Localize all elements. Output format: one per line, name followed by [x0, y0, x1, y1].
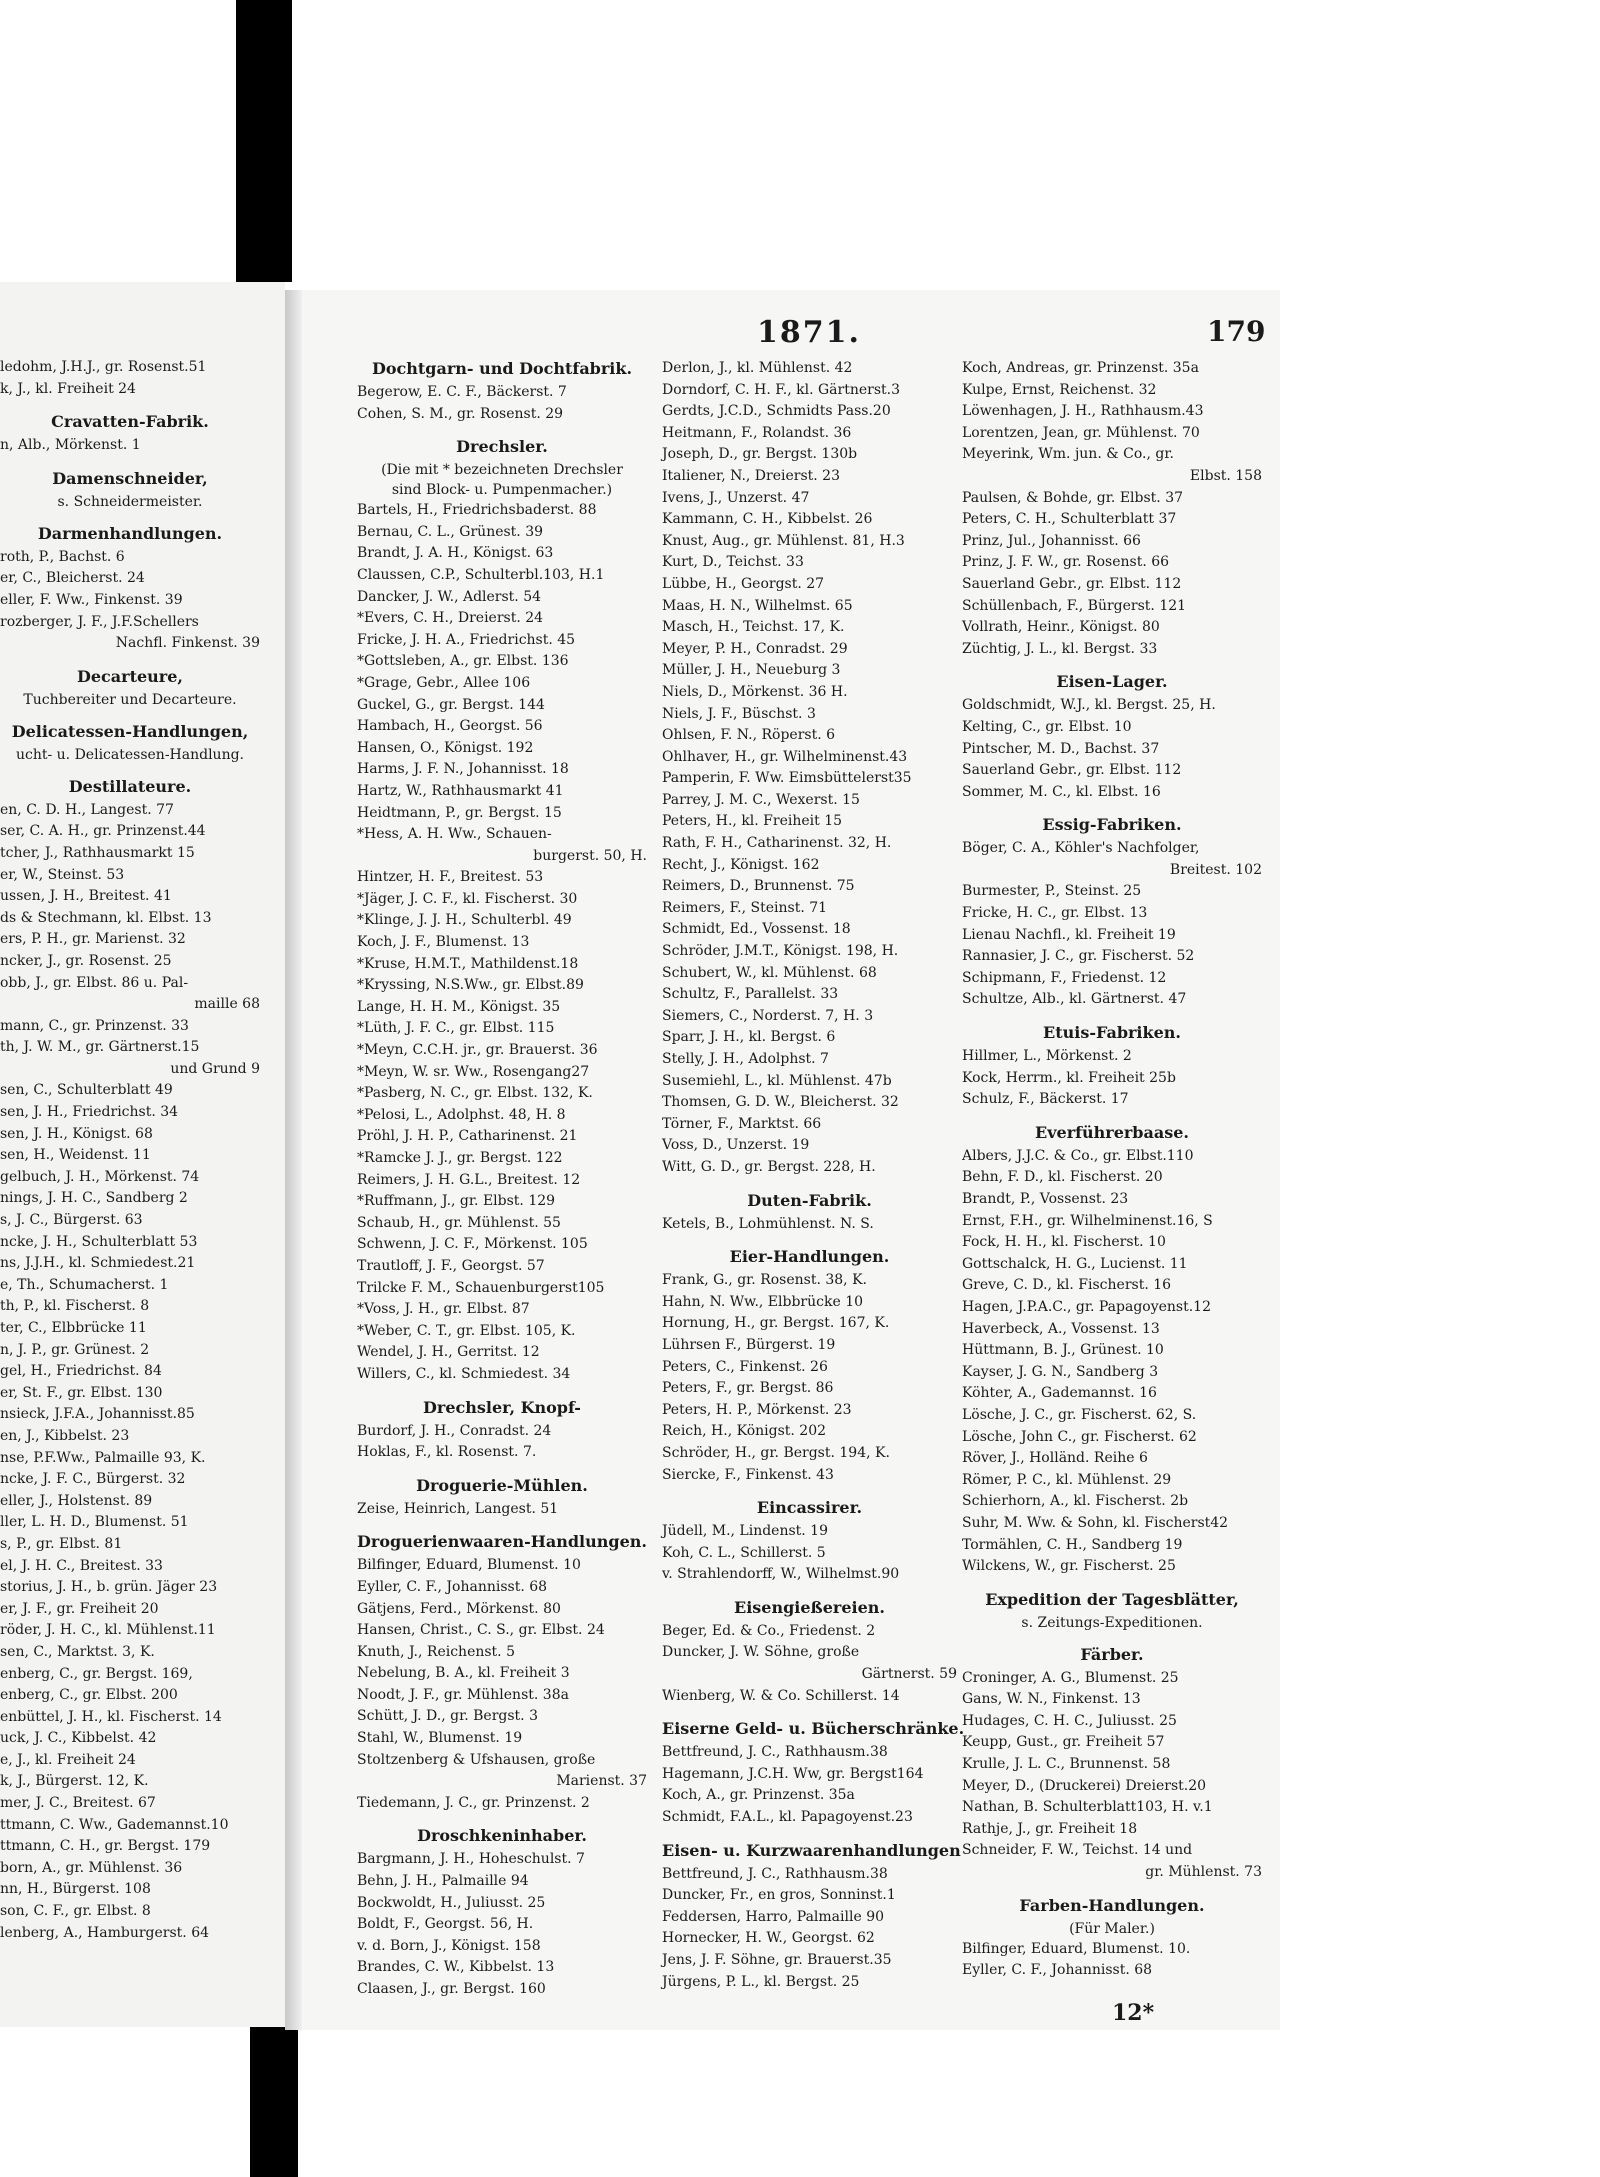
directory-entry: ncker, J., gr. Rosenst. 25: [0, 952, 172, 969]
section-heading: Destillateure.: [68, 776, 192, 796]
directory-entry: Beger, Ed. & Co., Friedenst. 2: [662, 1622, 876, 1639]
directory-entry: Löwenhagen, J. H., Rathhausm.43: [962, 403, 1204, 420]
directory-entry: mer, J. C., Breitest. 67: [0, 1795, 156, 1812]
directory-entry: Hansen, Christ., C. S., gr. Elbst. 24: [357, 1622, 605, 1639]
directory-entry: *Kryssing, N.S.Ww., gr. Elbst.89: [357, 977, 584, 994]
directory-entry: Jens, J. F. Söhne, gr. Brauerst.35: [662, 1952, 892, 1968]
directory-entry: Suhr, M. Ww. & Sohn, kl. Fischerst42: [962, 1514, 1229, 1531]
directory-entry: Reimers, J. H. G.L., Breitest. 12: [357, 1171, 581, 1188]
directory-entry: e, J., kl. Freiheit 24: [0, 1751, 136, 1768]
column-1: [357, 358, 647, 2001]
directory-entry: Jürgens, P. L., kl. Bergst. 25: [662, 1973, 860, 1990]
directory-entry: Eyller, C. F., Johannisst. 68: [962, 1962, 1153, 1979]
section-note: (Für Maler.): [1069, 1920, 1155, 1937]
directory-entry: Trilcke F. M., Schauenburgerst105: [357, 1279, 605, 1296]
directory-entry: sen, J. H., Friedrichst. 34: [0, 1104, 179, 1121]
directory-entry: Burmester, P., Steinst. 25: [962, 883, 1142, 900]
directory-entry: storius, J. H., b. grün. Jäger 23: [0, 1579, 218, 1596]
directory-entry: en, J., Kibbelst. 23: [0, 1427, 130, 1444]
directory-entry: Siemers, C., Norderst. 7, H. 3: [662, 1007, 874, 1024]
directory-entry: Kelting, C., gr. Elbst. 10: [962, 718, 1132, 735]
directory-entry: Törner, F., Marktst. 66: [662, 1115, 822, 1132]
directory-entry: Peters, C. H., Schulterblatt 37: [962, 511, 1177, 528]
directory-entry: ns, J.J.H., kl. Schmiedest.21: [0, 1255, 196, 1272]
section-heading: Cravatten-Fabrik.: [51, 412, 209, 432]
directory-entry: s, J. C., Bürgerst. 63: [0, 1212, 143, 1229]
directory-entry: Kammann, C. H., Kibbelst. 26: [662, 511, 873, 528]
directory-entry: nsieck, J.F.A., Johannisst.85: [0, 1406, 195, 1423]
directory-entry: Kayser, J. G. N., Sandberg 3: [962, 1363, 1159, 1380]
directory-entry: Stahl, W., Blumenst. 19: [357, 1730, 523, 1747]
directory-entry: gelbuch, J. H., Mörkenst. 74: [0, 1168, 200, 1185]
directory-entry: Prinz, Jul., Johannisst. 66: [962, 532, 1141, 549]
directory-entry: Meyer, P. H., Conradst. 29: [662, 640, 848, 657]
directory-entry: Albers, J.J.C. & Co., gr. Elbst.110: [962, 1147, 1194, 1164]
directory-entry: Ivens, J., Unzerst. 47: [662, 489, 810, 506]
directory-entry: Peters, H. P., Mörkenst. 23: [662, 1401, 852, 1418]
entry-continuation: Marienst. 37: [556, 1773, 647, 1790]
directory-entry: n, J. P., gr. Grünest. 2: [0, 1341, 150, 1358]
directory-entry: Bartels, H., Friedrichsbaderst. 88: [357, 502, 597, 519]
directory-entry: Ohlsen, F. N., Röperst. 6: [662, 727, 836, 744]
directory-entry: k, J., kl. Freiheit 24: [0, 380, 136, 397]
section-note: (Die mit * bezeichneten Drechsler: [381, 462, 623, 479]
section-heading: Farben-Handlungen.: [1019, 1895, 1205, 1915]
directory-entry: e, Th., Schumacherst. 1: [0, 1276, 169, 1293]
directory-entry: Ernst, F.H., gr. Wilhelminenst.16, S: [962, 1212, 1213, 1229]
directory-entry: Schubert, W., kl. Mühlenst. 68: [662, 964, 877, 981]
directory-entry: Lienau Nachfl., kl. Freiheit 19: [962, 926, 1176, 943]
directory-entry: Dancker, J. W., Adlerst. 54: [357, 588, 542, 605]
directory-entry: k, J., Bürgerst. 12, K.: [0, 1773, 149, 1790]
directory-entry: Hoklas, F., kl. Rosenst. 7.: [357, 1444, 537, 1461]
directory-entry: *Gottsleben, A., gr. Elbst. 136: [357, 653, 569, 670]
entry-continuation: Breitest. 102: [1169, 861, 1262, 878]
directory-entry: Burdorf, J. H., Conradst. 24: [357, 1422, 552, 1439]
directory-entry: ds & Stechmann, kl. Elbst. 13: [0, 909, 212, 926]
directory-entry: gel, H., Friedrichst. 84: [0, 1363, 162, 1380]
directory-entry: Noodt, J. F., gr. Mühlenst. 38a: [357, 1686, 569, 1703]
directory-entry: eller, J., Holstenst. 89: [0, 1492, 153, 1509]
directory-entry: Niels, D., Mörkenst. 36 H.: [662, 683, 848, 700]
directory-entry: sen, J. H., Königst. 68: [0, 1125, 153, 1142]
directory-entry: Fock, H. H., kl. Fischerst. 10: [962, 1234, 1166, 1251]
directory-entry: eller, F. Ww., Finkenst. 39: [0, 591, 183, 608]
directory-entry: Behn, J. H., Palmaille 94: [357, 1873, 529, 1890]
directory-entry: th, P., kl. Fischerst. 8: [0, 1298, 150, 1315]
section-heading: Decarteure,: [77, 666, 183, 686]
directory-entry: Rannasier, J. C., gr. Fischerst. 52: [962, 948, 1195, 965]
directory-entry: lenberg, A., Hamburgerst. 64: [0, 1924, 210, 1941]
section-heading: Duten-Fabrik.: [747, 1190, 872, 1210]
directory-entry: Hillmer, L., Mörkenst. 2: [962, 1048, 1132, 1065]
directory-entry: Siercke, F., Finkenst. 43: [662, 1466, 834, 1483]
directory-entry: Koh, C. L., Schillerst. 5: [662, 1544, 826, 1561]
directory-entry: Wienberg, W. & Co. Schillerst. 14: [662, 1687, 900, 1704]
directory-entry: Tiedemann, J. C., gr. Prinzenst. 2: [357, 1794, 590, 1811]
directory-entry: Greve, C. D., kl. Fischerst. 16: [962, 1277, 1172, 1294]
directory-entry: el, J. H. C., Breitest. 33: [0, 1557, 163, 1574]
directory-entry: Fricke, J. H. A., Friedrichst. 45: [357, 631, 576, 648]
directory-entry: Gottschalck, H. G., Lucienst. 11: [962, 1255, 1188, 1272]
directory-entry: Brandes, C. W., Kibbelst. 13: [357, 1959, 555, 1976]
directory-entry: enbüttel, J. H., kl. Fischerst. 14: [0, 1708, 222, 1725]
directory-entry: Schröder, J.M.T., Königst. 198, H.: [662, 943, 899, 960]
section-heading: Etuis-Fabriken.: [1043, 1023, 1181, 1043]
left-column: [0, 357, 260, 1944]
directory-entry: *Hess, A. H. Ww., Schauen-: [357, 826, 552, 843]
directory-entry: Guckel, G., gr. Bergst. 144: [357, 696, 545, 713]
directory-entry: Schmidt, F.A.L., kl. Papagoyenst.23: [662, 1809, 913, 1826]
directory-entry: Keupp, Gust., gr. Freiheit 57: [962, 1734, 1165, 1751]
directory-entry: Stoltzenberg & Ufshausen, große: [357, 1751, 596, 1768]
directory-entry: Schaub, H., gr. Mühlenst. 55: [357, 1214, 561, 1231]
book-gutter: [285, 290, 302, 2030]
directory-entry: ers, P. H., gr. Marienst. 32: [0, 931, 186, 948]
directory-entry: Brandt, J. A. H., Königst. 63: [357, 545, 554, 562]
directory-entry: Zeise, Heinrich, Langest. 51: [357, 1500, 559, 1517]
directory-entry: Kurt, D., Teichst. 33: [662, 554, 804, 571]
directory-entry: Koch, J. F., Blumenst. 13: [357, 934, 530, 951]
directory-entry: Vollrath, Heinr., Königst. 80: [962, 619, 1160, 636]
directory-entry: Claasen, J., gr. Bergst. 160: [357, 1981, 546, 1997]
entry-continuation: Elbst. 158: [1189, 467, 1262, 484]
directory-entry: Duncker, J. W. Söhne, große: [662, 1644, 860, 1661]
directory-entry: Peters, F., gr. Bergst. 86: [662, 1380, 834, 1397]
directory-entry: Claussen, C.P., Schulterbl.103, H.1: [357, 566, 605, 583]
directory-entry: Köhter, A., Gademannst. 16: [962, 1385, 1157, 1402]
section-heading: Delicatessen-Handlungen,: [11, 721, 249, 741]
directory-entry: roth, P., Bachst. 6: [0, 548, 125, 565]
directory-entry: Hornung, H., gr. Bergst. 167, K.: [662, 1315, 890, 1332]
directory-entry: Koch, A., gr. Prinzenst. 35a: [662, 1787, 855, 1804]
directory-entry: tcher, J., Rathhausmarkt 15: [0, 844, 195, 861]
directory-entry: Hornecker, H. W., Georgst. 62: [662, 1930, 875, 1947]
directory-entry: Reimers, D., Brunnenst. 75: [662, 878, 855, 895]
section-heading: Drechsler, Knopf-: [423, 1397, 581, 1417]
directory-entry: Krulle, J. L. C., Brunnenst. 58: [962, 1756, 1171, 1773]
directory-entry: Lange, H. H. M., Königst. 35: [357, 998, 561, 1015]
directory-page: [302, 290, 1280, 2030]
directory-entry: Hagen, J.P.A.C., gr. Papagoyenst.12: [962, 1298, 1211, 1315]
directory-entry: enberg, C., gr. Elbst. 200: [0, 1687, 178, 1704]
directory-entry: Koch, Andreas, gr. Prinzenst. 35a: [962, 360, 1199, 376]
directory-entry: Schultze, Alb., kl. Gärtnerst. 47: [962, 991, 1187, 1008]
section-heading: Eisengießereien.: [734, 1597, 885, 1617]
directory-entry: Lösche, J. C., gr. Fischerst. 62, S.: [962, 1406, 1197, 1423]
directory-entry: Croninger, A. G., Blumenst. 25: [962, 1669, 1179, 1686]
directory-entry: ttmann, C. H., gr. Bergst. 179: [0, 1838, 211, 1855]
directory-entry: Joseph, D., gr. Bergst. 130b: [662, 446, 858, 463]
directory-entry: Fricke, H. C., gr. Elbst. 13: [962, 905, 1148, 922]
directory-entry: nings, J. H. C., Sandberg 2: [0, 1190, 188, 1207]
directory-entry: ussen, J. H., Breitest. 41: [0, 888, 172, 905]
section-heading: Färber.: [1080, 1644, 1144, 1664]
section-note: Tuchbereiter und Decarteure.: [23, 691, 237, 708]
binding-strip-bottom: [250, 2027, 298, 2177]
directory-entry: Schierhorn, A., kl. Fischerst. 2b: [962, 1493, 1189, 1510]
entry-continuation: Nachfl. Finkenst. 39: [115, 635, 260, 652]
directory-entry: Ketels, B., Lohmühlenst. N. S.: [662, 1215, 874, 1232]
directory-entry: Sommer, M. C., kl. Elbst. 16: [962, 783, 1161, 800]
directory-entry: nn, H., Bürgerst. 108: [0, 1881, 151, 1898]
directory-entry: Ohlhaver, H., gr. Wilhelminenst.43: [662, 748, 908, 765]
directory-entry: Gerdts, J.C.D., Schmidts Pass.20: [662, 403, 891, 420]
directory-entry: Schmidt, Ed., Vossenst. 18: [662, 921, 851, 938]
directory-entry: Kock, Herrm., kl. Freiheit 25b: [962, 1069, 1176, 1086]
directory-entry: Recht, J., Königst. 162: [662, 856, 820, 873]
directory-entry: Rath, F. H., Catharinenst. 32, H.: [662, 835, 892, 852]
directory-entry: ncke, J. F. C., Bürgerst. 32: [0, 1471, 186, 1488]
directory-entry: Böger, C. A., Köhler's Nachfolger,: [962, 840, 1200, 857]
page-number: 179: [1207, 315, 1266, 348]
directory-entry: v. Strahlendorff, W., Wilhelmst.90: [662, 1566, 900, 1583]
directory-entry: Bilfinger, Eduard, Blumenst. 10: [357, 1557, 581, 1574]
directory-entry: th, J. W. M., gr. Gärtnerst.15: [0, 1039, 200, 1056]
directory-entry: n, Alb., Mörkenst. 1: [0, 437, 141, 454]
directory-entry: rozberger, J. F., J.F.Schellers: [0, 613, 199, 630]
directory-entry: Witt, G. D., gr. Bergst. 228, H.: [662, 1158, 876, 1175]
directory-entry: Schultz, F., Parallelst. 33: [662, 986, 839, 1003]
directory-entry: Peters, H., kl. Freiheit 15: [662, 813, 843, 830]
directory-entry: Thomsen, G. D. W., Bleicherst. 32: [662, 1094, 899, 1111]
page-year: 1871.: [757, 315, 861, 350]
section-heading: Expedition der Tagesblätter,: [985, 1589, 1239, 1609]
directory-entry: obb, J., gr. Elbst. 86 u. Pal-: [0, 974, 189, 991]
directory-entry: ter, C., Elbbrücke 11: [0, 1320, 147, 1336]
section-heading: Drechsler.: [456, 437, 548, 457]
directory-entry: Bettfreund, J. C., Rathhausm.38: [662, 1865, 888, 1882]
directory-entry: Derlon, J., kl. Mühlenst. 42: [662, 360, 853, 376]
directory-entry: Brandt, P., Vossenst. 23: [962, 1191, 1129, 1207]
section-heading: Eisen- u. Kurzwaarenhandlungen: [662, 1840, 961, 1860]
directory-entry: Nathan, B. Schulterblatt103, H. v.1: [962, 1799, 1213, 1816]
directory-entry: Schwenn, J. C. F., Mörkenst. 105: [357, 1236, 588, 1253]
section-note: s. Zeitungs-Expeditionen.: [1021, 1614, 1203, 1631]
directory-entry: Peters, C., Finkenst. 26: [662, 1358, 828, 1375]
directory-entry: Lorentzen, Jean, gr. Mühlenst. 70: [962, 424, 1200, 441]
section-note: sind Block- u. Pumpenmacher.): [391, 482, 613, 499]
directory-entry: Reimers, F., Steinst. 71: [662, 899, 828, 916]
directory-entry: *Lüth, J. F. C., gr. Elbst. 115: [357, 1020, 555, 1037]
entry-continuation: gr. Mühlenst. 73: [1145, 1864, 1262, 1881]
directory-entry: Italiener, N., Dreierst. 23: [662, 467, 840, 484]
directory-entry: Voss, D., Unzerst. 19: [662, 1137, 810, 1154]
directory-entry: enberg, C., gr. Bergst. 169,: [0, 1665, 193, 1682]
directory-entry: Schütt, J. D., gr. Bergst. 3: [357, 1708, 538, 1725]
directory-entry: *Meyn, W. sr. Ww., Rosengang27: [357, 1063, 590, 1080]
directory-entry: Kulpe, Ernst, Reichenst. 32: [962, 381, 1157, 398]
directory-entry: Sauerland Gebr., gr. Elbst. 112: [962, 575, 1182, 592]
directory-entry: Sauerland Gebr., gr. Elbst. 112: [962, 762, 1182, 779]
directory-entry: Bettfreund, J. C., Rathhausm.38: [662, 1744, 888, 1761]
directory-entry: Rathje, J., gr. Freiheit 18: [962, 1820, 1138, 1837]
directory-entry: born, A., gr. Mühlenst. 36: [0, 1859, 183, 1876]
directory-entry: Susemiehl, L., kl. Mühlenst. 47b: [662, 1072, 892, 1089]
section-heading: Dochtgarn- und Dochtfabrik.: [371, 359, 633, 378]
directory-entry: Goldschmidt, W.J., kl. Bergst. 25, H.: [962, 697, 1216, 714]
directory-entry: Schneider, F. W., Teichst. 14 und: [962, 1842, 1193, 1859]
directory-entry: Haverbeck, A., Vossenst. 13: [962, 1320, 1160, 1337]
directory-entry: *Meyn, C.C.H. jr., gr. Brauerst. 36: [357, 1042, 598, 1059]
directory-entry: Jüdell, M., Lindenst. 19: [662, 1523, 828, 1540]
section-heading: Eiserne Geld- u. Bücherschränke.: [662, 1719, 965, 1739]
directory-entry: Pintscher, M. D., Bachst. 37: [962, 740, 1160, 757]
directory-entry: Feddersen, Harro, Palmaille 90: [662, 1908, 885, 1925]
directory-entry: Begerow, E. C. F., Bäckerst. 7: [357, 384, 567, 400]
directory-entry: Hambach, H., Georgst. 56: [357, 718, 543, 735]
directory-entry: Heitmann, F., Rolandst. 36: [662, 424, 852, 441]
directory-entry: Schüllenbach, F., Bürgerst. 121: [962, 597, 1187, 614]
directory-entry: Schipmann, F., Friedenst. 12: [962, 969, 1167, 986]
directory-entry: *Pelosi, L., Adolphst. 48, H. 8: [357, 1106, 566, 1123]
directory-entry: mann, C., gr. Prinzenst. 33: [0, 1017, 189, 1034]
directory-entry: er, W., Steinst. 53: [0, 866, 125, 883]
directory-entry: Wilckens, W., gr. Fischerst. 25: [962, 1558, 1176, 1575]
directory-entry: sen, H., Weidenst. 11: [0, 1147, 151, 1164]
directory-entry: Nebelung, B. A., kl. Freiheit 3: [357, 1665, 570, 1682]
directory-entry: nse, P.F.Ww., Palmaille 93, K.: [0, 1449, 206, 1466]
directory-entry: *Grage, Gebr., Allee 106: [357, 674, 531, 691]
binding-strip-top: [236, 0, 292, 282]
entry-continuation: Gärtnerst. 59: [861, 1666, 957, 1683]
directory-entry: Hagemann, J.C.H. Ww, gr. Bergst164: [662, 1765, 924, 1782]
section-heading: Essig-Fabriken.: [1042, 815, 1182, 835]
directory-entry: *Evers, C. H., Dreierst. 24: [357, 610, 544, 627]
directory-entry: Sparr, J. H., kl. Bergst. 6: [662, 1029, 836, 1046]
directory-entry: sen, C., Schulterblatt 49: [0, 1082, 173, 1099]
directory-entry: Meyerink, Wm. jun. & Co., gr.: [962, 446, 1174, 463]
directory-entry: v. d. Born, J., Königst. 158: [357, 1937, 541, 1954]
directory-entry: sen, C., Marktst. 3, K.: [0, 1643, 155, 1660]
directory-entry: Pröhl, J. H. P., Catharinenst. 21: [357, 1128, 578, 1145]
section-heading: Eisen-Lager.: [1056, 672, 1168, 692]
directory-entry: Reich, H., Königst. 202: [662, 1423, 827, 1440]
directory-entry: Bernau, C. L., Grünest. 39: [357, 523, 544, 540]
directory-entry: Lösche, John C., gr. Fischerst. 62: [962, 1428, 1197, 1445]
directory-entry: *Ruffmann, J., gr. Elbst. 129: [357, 1193, 556, 1210]
signature-mark: 12*: [1112, 2000, 1155, 2026]
directory-entry: Paulsen, & Bohde, gr. Elbst. 37: [962, 489, 1184, 506]
directory-entry: Eyller, C. F., Johannisst. 68: [357, 1578, 548, 1595]
directory-entry: Behn, F. D., kl. Fischerst. 20: [962, 1169, 1163, 1186]
directory-entry: Hintzer, H. F., Breitest. 53: [357, 869, 544, 886]
directory-entry: röder, J. H. C., kl. Mühlenst.11: [0, 1622, 216, 1639]
left-page-fragment: [0, 282, 285, 2027]
directory-entry: *Voss, J. H., gr. Elbst. 87: [357, 1301, 530, 1318]
directory-entry: Hüttmann, B. J., Grünest. 10: [962, 1342, 1164, 1359]
directory-entry: Knust, Aug., gr. Mühlenst. 81, H.3: [662, 532, 905, 549]
directory-entry: Boldt, F., Georgst. 56, H.: [357, 1916, 534, 1933]
directory-entry: ncke, J. H., Schulterblatt 53: [0, 1233, 198, 1250]
directory-entry: Müller, J. H., Neueburg 3: [662, 662, 841, 679]
directory-entry: s, P., gr. Elbst. 81: [0, 1535, 123, 1552]
entry-continuation: burgerst. 50, H.: [533, 847, 647, 864]
directory-entry: uck, J. C., Kibbelst. 42: [0, 1730, 157, 1747]
section-heading: Everführerbaase.: [1035, 1122, 1189, 1142]
directory-entry: Röver, J., Holländ. Reihe 6: [962, 1450, 1148, 1467]
directory-entry: Gätjens, Ferd., Mörkenst. 80: [357, 1600, 561, 1617]
section-heading: Darmenhandlungen.: [37, 523, 223, 543]
directory-entry: *Klinge, J. J. H., Schulterbl. 49: [357, 912, 572, 929]
directory-entry: *Pasberg, N. C., gr. Elbst. 132, K.: [357, 1085, 593, 1102]
directory-entry: Frank, G., gr. Rosenst. 38, K.: [662, 1272, 867, 1289]
directory-entry: ledohm, J.H.J., gr. Rosenst.51: [0, 359, 207, 375]
directory-entry: Niels, J. F., Büschst. 3: [662, 705, 816, 722]
column-2: [662, 358, 965, 1993]
directory-entry: Masch, H., Teichst. 17, K.: [662, 619, 845, 636]
section-note: s. Schneidermeister.: [57, 493, 203, 510]
directory-entry: er, J. F., gr. Freiheit 20: [0, 1600, 159, 1617]
directory-entry: Dorndorf, C. H. F., kl. Gärtnerst.3: [662, 381, 901, 398]
directory-entry: Duncker, Fr., en gros, Sonninst.1: [662, 1887, 896, 1904]
directory-entry: Schröder, H., gr. Bergst. 194, K.: [662, 1444, 890, 1461]
section-heading: Droguerie-Mühlen.: [416, 1475, 588, 1495]
entry-continuation: maille 68: [194, 996, 260, 1013]
directory-entry: Knuth, J., Reichenst. 5: [357, 1643, 515, 1660]
section-heading: Eier-Handlungen.: [729, 1247, 890, 1267]
directory-entry: Pamperin, F. Ww. Eimsbüttelerst35: [662, 770, 912, 787]
directory-entry: Parrey, J. M. C., Wexerst. 15: [662, 791, 860, 808]
directory-entry: Gans, W. N., Finkenst. 13: [962, 1691, 1141, 1708]
directory-entry: Bilfinger, Eduard, Blumenst. 10.: [962, 1940, 1191, 1957]
directory-entry: Bockwoldt, H., Juliusst. 25: [357, 1894, 546, 1911]
column-3: [962, 358, 1262, 1982]
directory-entry: ser, C. A. H., gr. Prinzenst.44: [0, 823, 206, 840]
section-heading: Eincassirer.: [756, 1498, 863, 1518]
directory-entry: son, C. F., gr. Elbst. 8: [0, 1903, 151, 1920]
directory-entry: Meyer, D., (Druckerei) Dreierst.20: [962, 1777, 1207, 1794]
directory-entry: Willers, C., kl. Schmiedest. 34: [357, 1365, 571, 1382]
directory-entry: Stelly, J. H., Adolphst. 7: [662, 1051, 829, 1067]
section-note: ucht- u. Delicatessen-Handlung.: [15, 746, 245, 763]
directory-entry: er, St. F., gr. Elbst. 130: [0, 1384, 163, 1401]
directory-entry: Lübbe, H., Georgst. 27: [662, 575, 825, 592]
section-heading: Droschkeninhaber.: [417, 1826, 587, 1846]
directory-entry: Trautloff, J. F., Georgst. 57: [357, 1257, 545, 1274]
directory-entry: Bargmann, J. H., Hoheschulst. 7: [357, 1851, 585, 1868]
directory-entry: Harms, J. F. N., Johannisst. 18: [357, 761, 569, 778]
section-heading: Droguerienwaaren-Handlungen.: [357, 1532, 647, 1552]
entry-continuation: und Grund 9: [170, 1060, 260, 1077]
directory-entry: *Jäger, J. C. F., kl. Fischerst. 30: [357, 890, 578, 907]
directory-entry: Schulz, F., Bäckerst. 17: [962, 1091, 1129, 1108]
directory-entry: Hudages, C. H. C., Juliusst. 25: [962, 1712, 1177, 1729]
directory-entry: er, C., Bleicherst. 24: [0, 570, 145, 587]
directory-entry: *Weber, C. T., gr. Elbst. 105, K.: [357, 1322, 576, 1339]
directory-entry: Tormählen, C. H., Sandberg 19: [962, 1536, 1183, 1553]
directory-entry: Römer, P. C., kl. Mühlenst. 29: [962, 1471, 1172, 1488]
directory-entry: Prinz, J. F. W., gr. Rosenst. 66: [962, 554, 1170, 571]
directory-entry: Maas, H. N., Wilhelmst. 65: [662, 597, 853, 614]
directory-entry: ttmann, C. Ww., Gademannst.10: [0, 1816, 229, 1833]
directory-entry: Wendel, J. H., Gerritst. 12: [357, 1344, 540, 1361]
directory-entry: Hahn, N. Ww., Elbbrücke 10: [662, 1293, 864, 1310]
directory-entry: Züchtig, J. L., kl. Bergst. 33: [962, 640, 1158, 657]
directory-entry: ller, L. H. D., Blumenst. 51: [0, 1514, 189, 1531]
directory-entry: Heidtmann, P., gr. Bergst. 15: [357, 804, 562, 821]
directory-entry: Lührsen F., Bürgerst. 19: [662, 1336, 836, 1353]
directory-entry: Cohen, S. M., gr. Rosenst. 29: [357, 405, 564, 422]
directory-entry: Hartz, W., Rathhausmarkt 41: [357, 782, 564, 799]
directory-entry: *Kruse, H.M.T., Mathildenst.18: [357, 955, 579, 972]
directory-entry: Hansen, O., Königst. 192: [357, 739, 534, 756]
directory-entry: *Ramcke J. J., gr. Bergst. 122: [357, 1150, 563, 1166]
section-heading: Damenschneider,: [52, 468, 208, 488]
directory-entry: en, C. D. H., Langest. 77: [0, 801, 174, 818]
